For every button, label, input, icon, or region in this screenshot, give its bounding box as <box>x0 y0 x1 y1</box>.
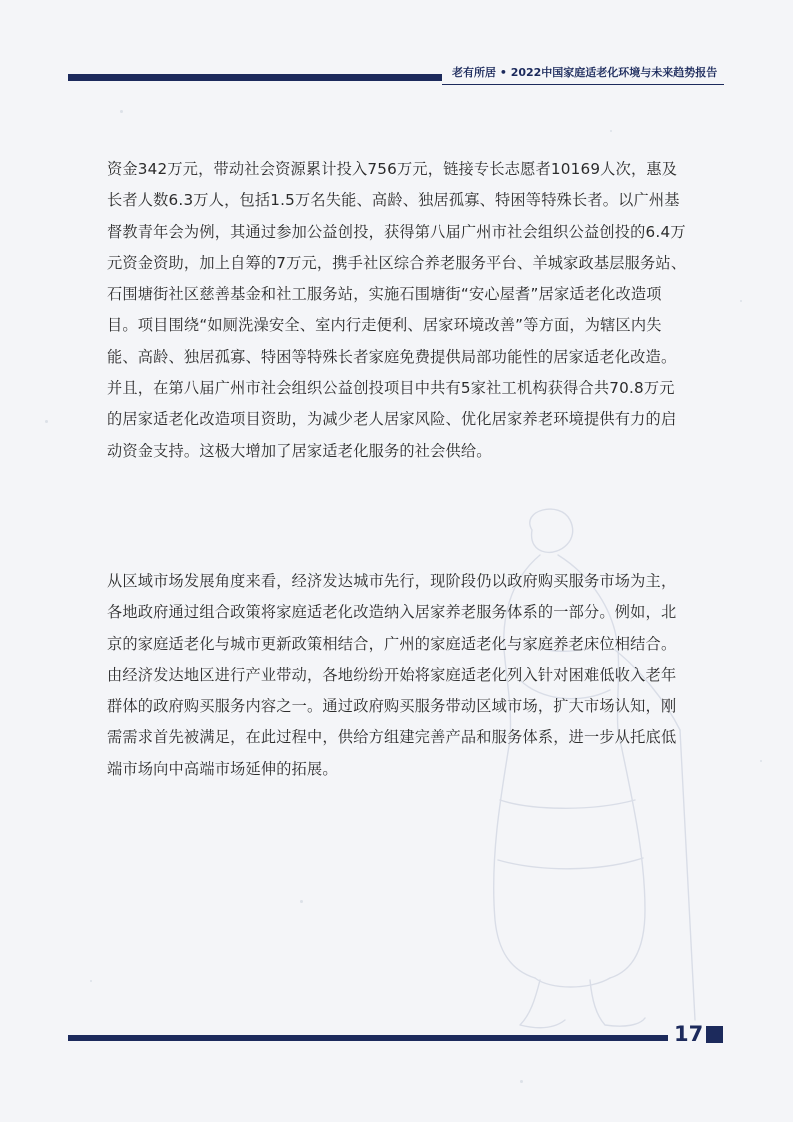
header-rule-thick <box>68 74 442 81</box>
paper-speckle <box>300 900 303 903</box>
page-number: 17 <box>674 1022 704 1046</box>
paper-speckle <box>120 110 123 113</box>
paper-speckle <box>610 130 612 132</box>
paper-speckle <box>520 1080 523 1083</box>
paper-speckle <box>90 980 92 982</box>
paper-speckle <box>740 300 742 302</box>
page-number-square <box>706 1026 723 1043</box>
paper-speckle <box>760 760 762 762</box>
header-rule-thin <box>442 84 724 85</box>
body-paragraph-2: 从区域市场发展角度来看，经济发达城市先行，现阶段仍以政府购买服务市场为主，各地政府通过组合政策将家庭适老化改造纳入居家养老服务体系的一部分。例如，北京的家庭适老化与城市更新政策相结合，广州的家庭适老化与家庭养老床位相结合。由经济发达地区进行产业带动，各地纷纷开始将家庭适老化列入针对困难低收入老年群体的政府购买服务内容之一。通过政府购买服务带动区域市场，扩大市场认知，刚需需求首先被满足，在此过程中，供给方组建完善产品和服务体系，进一步从托底低端市场向中高端市场延伸的拓展。 <box>107 572 677 778</box>
paper-speckle <box>45 420 48 423</box>
footer-rule <box>68 1035 668 1041</box>
body-paragraph-1: 资金342万元，带动社会资源累计投入756万元，链接专长志愿者10169人次，惠及长者人数6.3万人，包括1.5万名失能、高龄、独居孤寡、特困等特殊长者。以广州基督教青年会为例，其通过参加公益创投，获得第八届广州市社会组织公益创投的6.4万元资金资助，加上自筹的7万元，携手社区综合养老服务平台、羊城家政基层服务站、石围塘街社区慈善基金和社工服务站，实施石围塘街“安心屋耆”居家适老化改造项目。项目围绕“如厕洗澡安全、室内行走便利、居家环境改善”等方面，为辖区内失能、高龄、独居孤寡、特困等特殊长者家庭免费提供局部功能性的居家适老化改造。并且，在第八届广州市社会组织公益创投项目中共有5家社工机构获得合共70.8万元的居家适老化改造项目资助，为减少老人居家风险、优化居家养老环境提供有力的启动资金支持。这极大增加了居家适老化服务的社会供给。 <box>107 160 687 460</box>
running-header: 老有所居 • 2022中国家庭适老化环境与未来趋势报告 <box>452 66 718 79</box>
